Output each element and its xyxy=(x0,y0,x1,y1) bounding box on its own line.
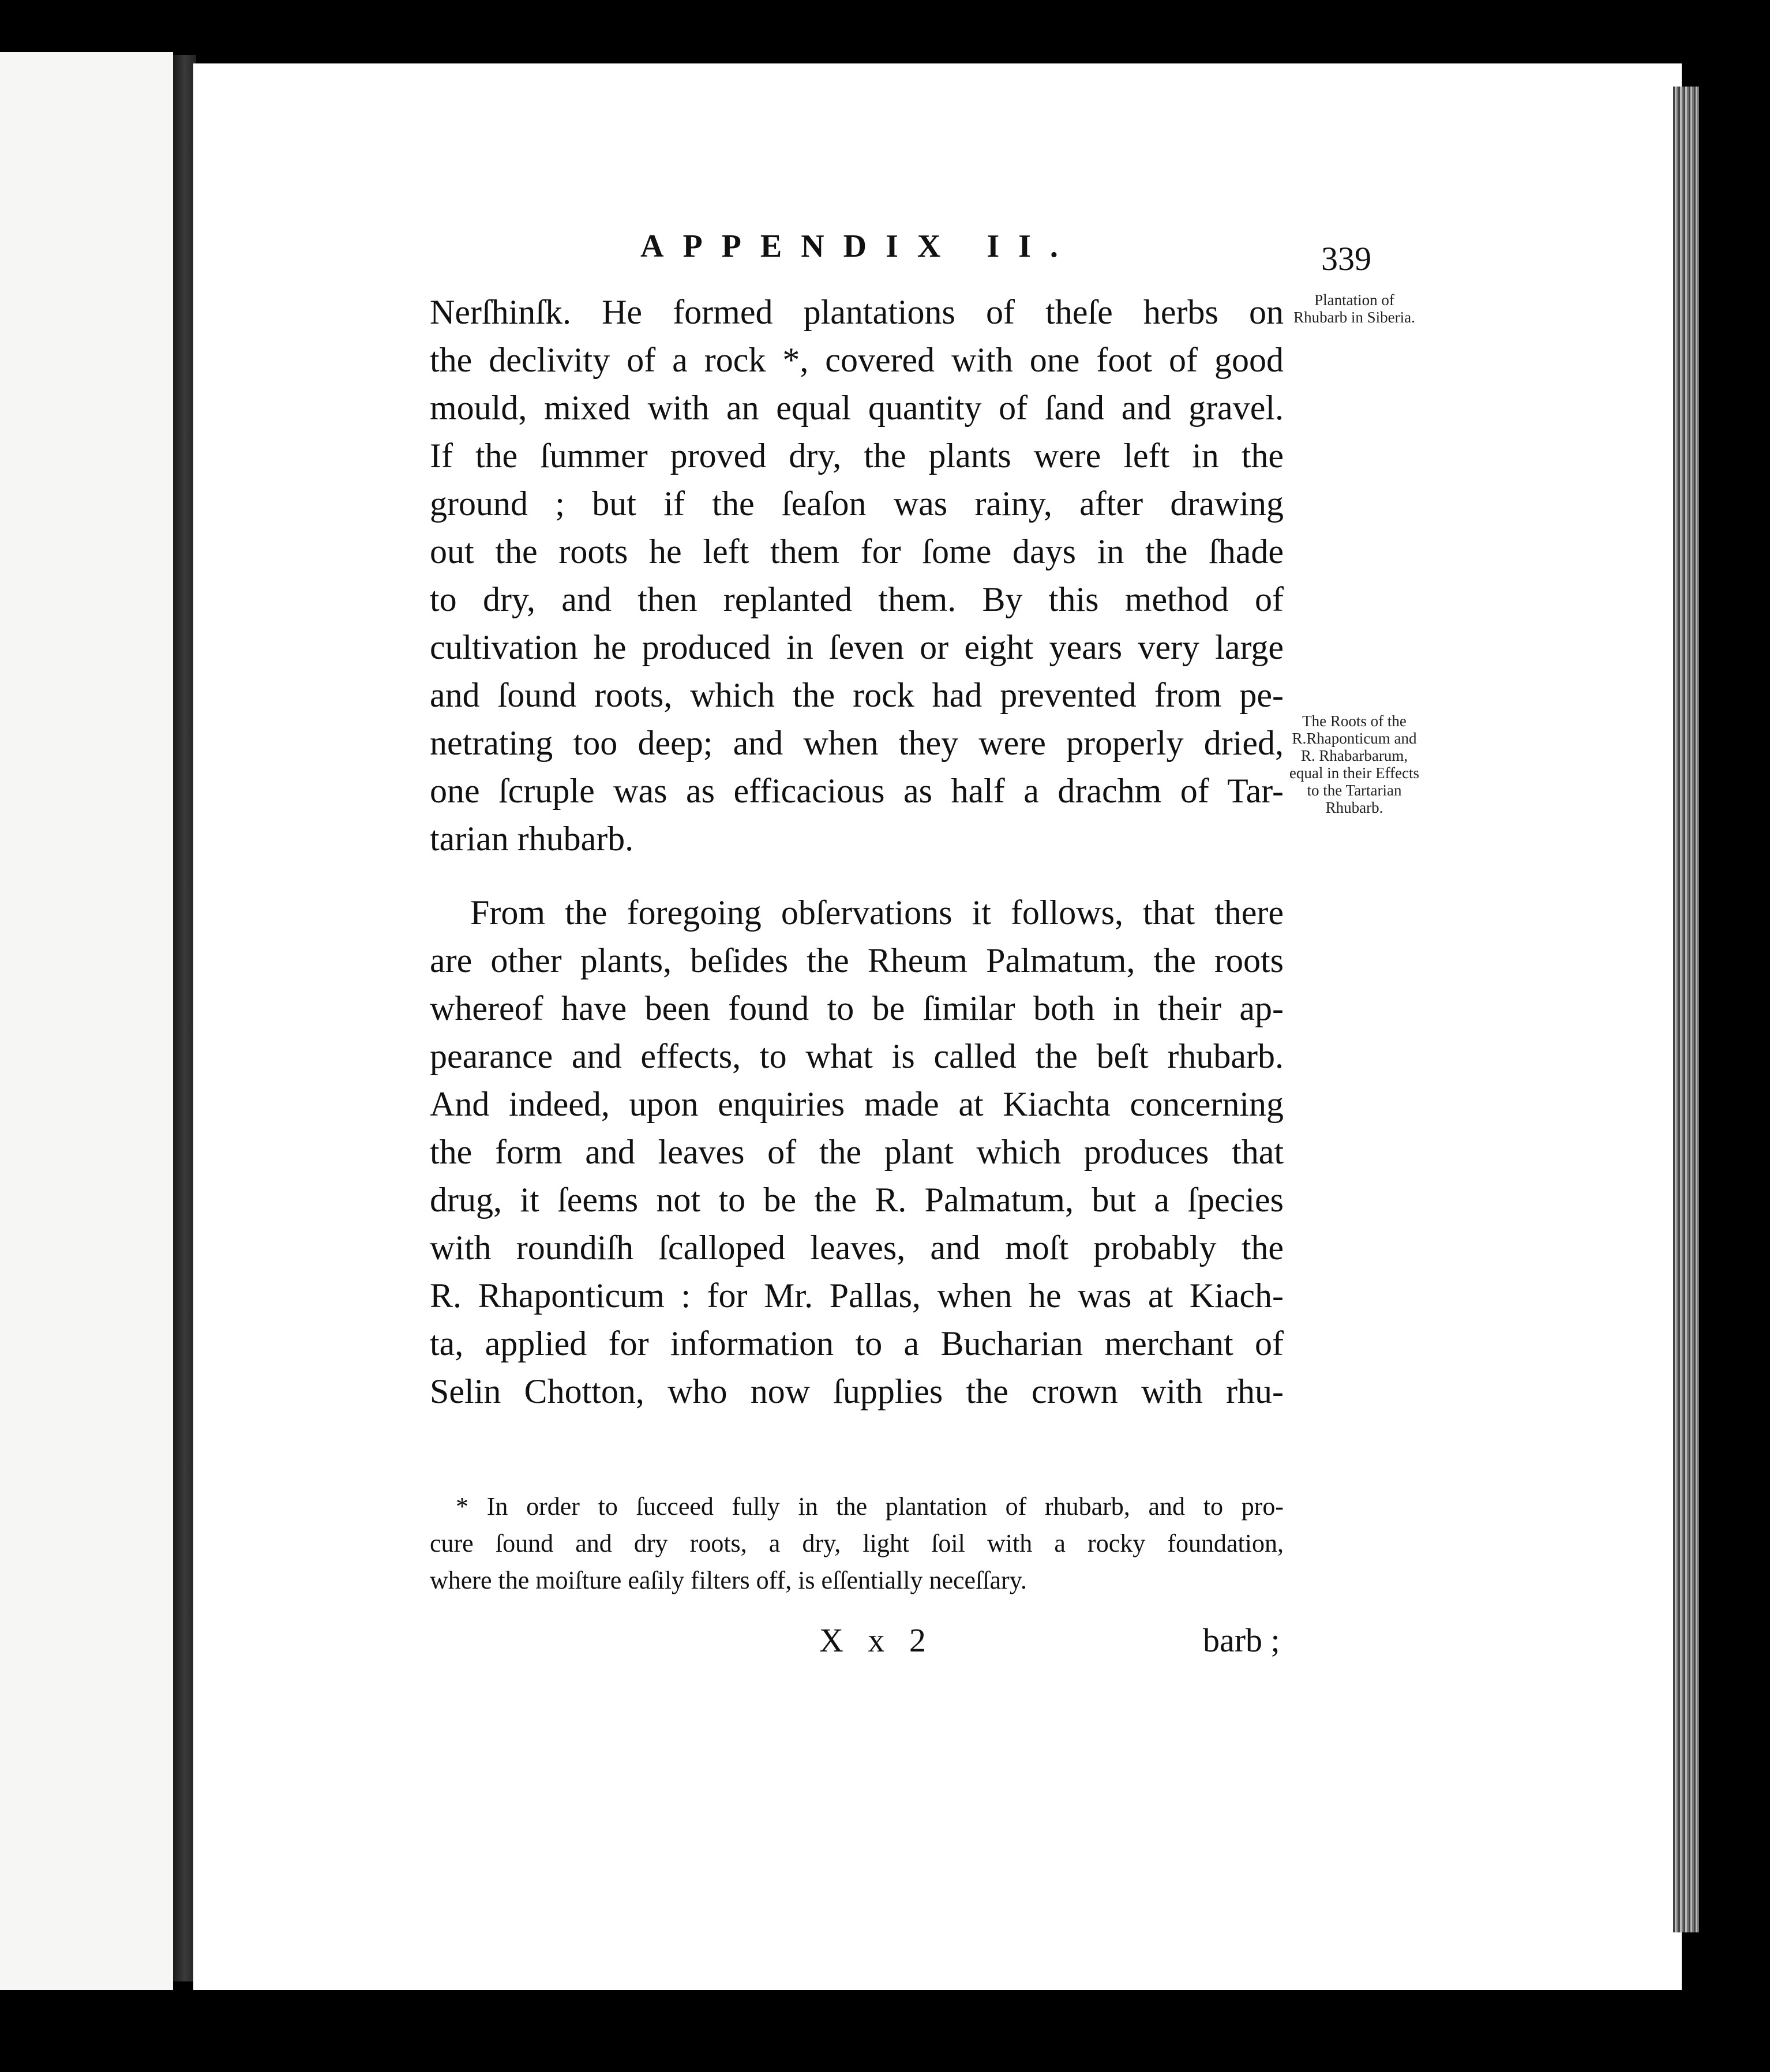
text-line: Selin Chotton, who now ſupplies the crown with rhu- xyxy=(430,1372,1284,1410)
facing-page-edge xyxy=(0,52,173,1990)
text-line: out the roots he left them for ſome days in the ſhade xyxy=(430,532,1284,570)
text-line: are other plants, beſides the Rheum Palmatum, the roots xyxy=(430,941,1284,979)
text-line: the declivity of a rock *, covered with one foot of good xyxy=(430,341,1284,379)
text-line: whereof have been found to be ſimilar both in their ap- xyxy=(430,989,1284,1027)
footnote-line: * In order to ſucceed fully in the plantation of rhubarb, and to pro- xyxy=(456,1492,1284,1521)
text-line: Nerſhinſk. He formed plantations of theſe herbs on xyxy=(430,293,1284,331)
running-title: APPENDIX II. xyxy=(640,228,1077,264)
paragraph-gap xyxy=(430,863,1284,889)
footnote-line: where the moiſture eaſily filters off, is eſſentially neceſſary. xyxy=(430,1566,1027,1594)
text-line: and ſound roots, which the rock had prevented from pe- xyxy=(430,676,1284,714)
text-line: ground ; but if the ſeaſon was rainy, after drawing xyxy=(430,485,1284,523)
text-line: one ſcruple was as efficacious as half a drachm of Tar- xyxy=(430,772,1284,810)
page-number: 339 xyxy=(1321,240,1371,277)
text-line: tarian rhubarb. xyxy=(430,820,634,858)
margin-note-plantation: Plantation of Rhubarb in Siberia. xyxy=(1293,291,1415,326)
page-fore-edge xyxy=(1673,87,1699,1932)
margin-note-roots: The Roots of the R.Rhaponticum and R. Rhabarbarum, equal in their Effects to the Tartarian Rhubarb. xyxy=(1289,712,1420,816)
text-line: From the foregoing obſervations it follows, that there xyxy=(470,894,1284,932)
book-gutter xyxy=(173,55,196,1981)
text-line: mould, mixed with an equal quantity of ſand and gravel. xyxy=(430,389,1284,427)
signature-mark: X x 2 xyxy=(819,1621,934,1659)
footnote-line: cure ſound and dry roots, a dry, light ſoil with a rocky foundation, xyxy=(430,1529,1284,1557)
text-line: with roundiſh ſcalloped leaves, and moſt probably the xyxy=(430,1229,1284,1267)
text-line: the form and leaves of the plant which produces that xyxy=(430,1133,1284,1171)
text-line: ta, applied for information to a Bucharian merchant of xyxy=(430,1324,1284,1362)
text-line: drug, it ſeems not to be the R. Palmatum, but a ſpecies xyxy=(430,1181,1284,1219)
text-line: pearance and effects, to what is called the beſt rhubarb. xyxy=(430,1037,1284,1075)
text-line: to dry, and then replanted them. By this method of xyxy=(430,580,1284,618)
text-line: R. Rhaponticum : for Mr. Pallas, when he was at Kiach- xyxy=(430,1277,1284,1315)
text-line: cultivation he produced in ſeven or eight years very large xyxy=(430,628,1284,666)
catchword: barb ; xyxy=(1203,1621,1280,1659)
text-line: netrating too deep; and when they were properly dried, xyxy=(430,724,1284,762)
footnote xyxy=(430,1488,1284,1599)
body-text xyxy=(430,288,1284,1416)
text-line: And indeed, upon enquiries made at Kiachta concerning xyxy=(430,1085,1284,1123)
text-line: If the ſummer proved dry, the plants were left in the xyxy=(430,437,1284,475)
